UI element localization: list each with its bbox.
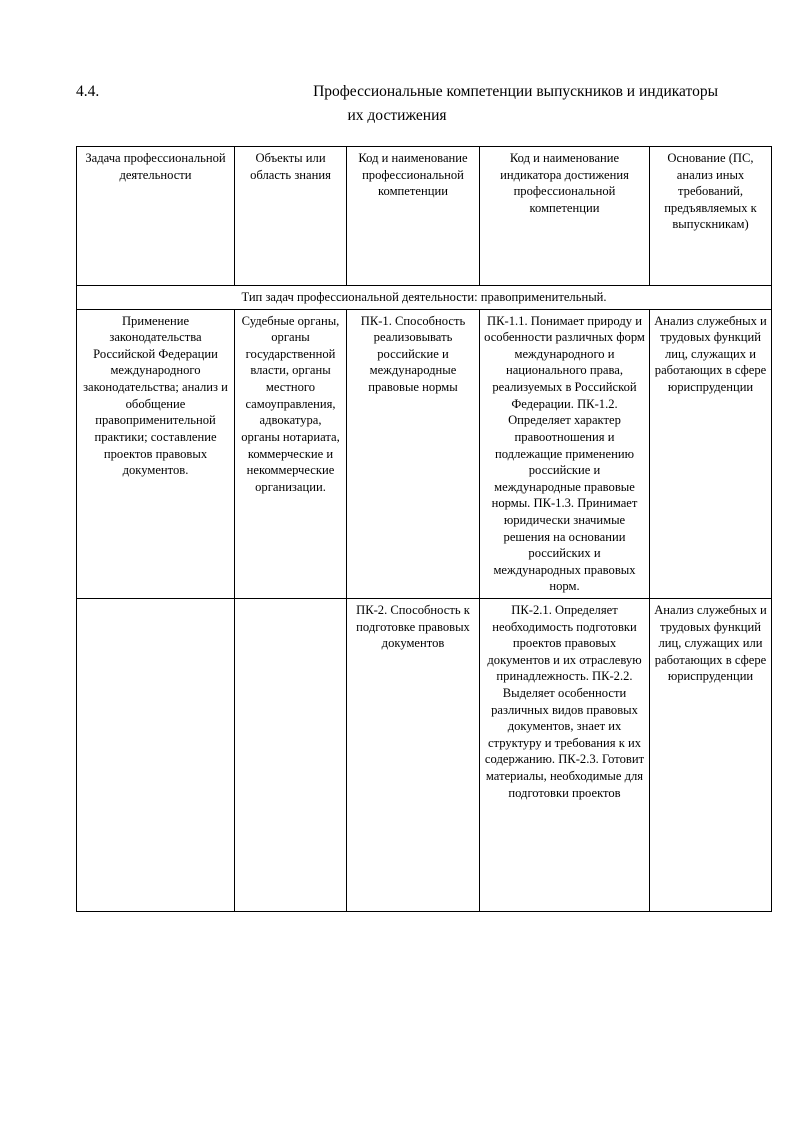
- heading-number: 4.4.: [76, 83, 100, 100]
- row-objects: Судебные органы, органы государственной власти, органы местного самоуправления, адвокатура, органы нотариата, коммерческие и некоммерческие организации.: [235, 309, 347, 598]
- heading-line-1: Профессиональные компетенции выпускников и индикаторы: [313, 83, 718, 100]
- table-header-cell: Объекты или область знания: [235, 147, 347, 286]
- page-title: [76, 80, 718, 128]
- row-competence: ПК-2. Способность к подготовке правовых документов: [347, 599, 480, 912]
- table-header-cell: Код и наименование индикатора достижения профессиональной компетенции: [480, 147, 650, 286]
- table-header-cell: Задача профессиональной деятельности: [77, 147, 235, 286]
- row-indicator: ПК-1.1. Понимает природу и особенности различных форм международного и национального права, реализуемых в Российской Федерации. ПК-1.2. Определяет характер правоотношения и подлежащие применению российские и международные правовые нормы. ПК-1.3. Принимает юридически значимые решения на основании российских и международных правовых норм.: [480, 309, 650, 598]
- heading-line-2: их достижения: [347, 107, 447, 125]
- row-task: Применение законодательства Российской Федерации международного законодательства; анализ и обобщение правоприменительной практики; составление проектов правовых документов.: [77, 309, 235, 598]
- row-competence: ПК-1. Способность реализовывать российские и международные правовые нормы: [347, 309, 480, 598]
- row-indicator: ПК-2.1. Определяет необходимость подготовки проектов правовых документов и их отраслевую принадлежность. ПК-2.2. Выделяет особенности различных видов правовых документов, знает их структуру и требования к их содержанию. ПК-2.3. Готовит материалы, необходимые для подготовки проектов: [480, 599, 650, 912]
- row-task: [77, 599, 235, 912]
- table-row: [77, 599, 772, 912]
- table-row: [77, 309, 772, 598]
- table-header-cell: Код и наименование профессиональной компетенции: [347, 147, 480, 286]
- row-basis: Анализ служебных и трудовых функций лиц, служащих или работающих в сфере юриспруденции: [650, 599, 772, 912]
- competency-table: [76, 146, 772, 912]
- row-objects: [235, 599, 347, 912]
- table-header-cell: Основание (ПС, анализ иных требований, предъявляемых к выпускникам): [650, 147, 772, 286]
- table-band-label: Тип задач профессиональной деятельности: правоприменительный.: [77, 286, 772, 310]
- table-band-row: [77, 286, 772, 310]
- row-basis: Анализ служебных и трудовых функций лиц, служащих и работающих в сфере юриспруденции: [650, 309, 772, 598]
- table-header-row: [77, 147, 772, 286]
